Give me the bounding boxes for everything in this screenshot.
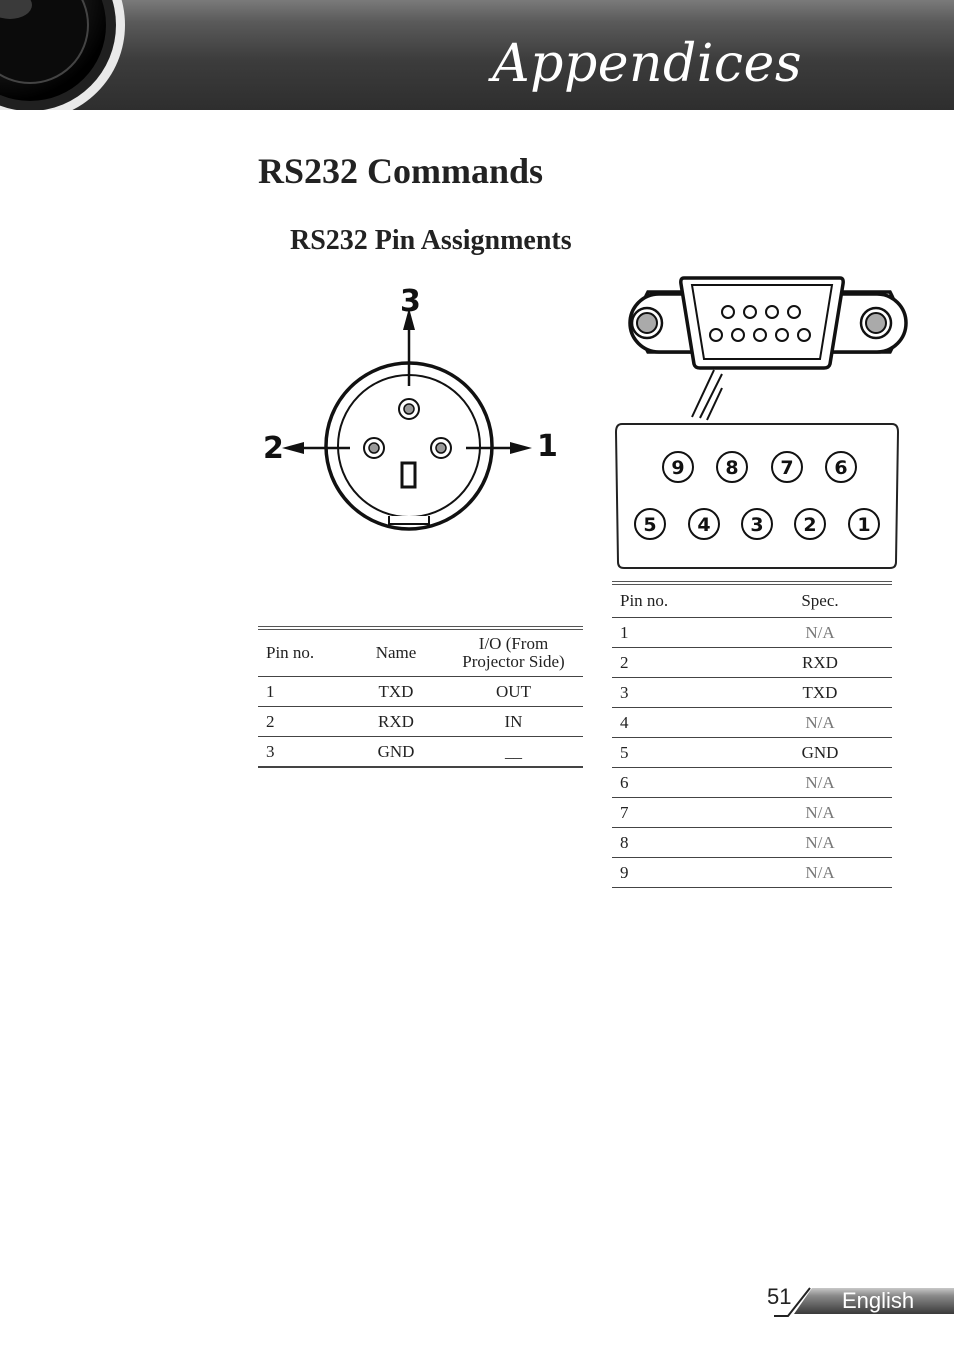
table-row (612, 648, 892, 678)
svg-text:6: 6 (834, 457, 848, 479)
language-label: English (842, 1288, 915, 1313)
projector-lens-graphic (0, 0, 130, 110)
cell-pin: 1 (612, 618, 748, 648)
dsub-pin-2 (795, 509, 825, 539)
header-spec: Spec. (748, 583, 892, 618)
din-pin-3 (399, 399, 419, 419)
cell-name: TXD (348, 677, 444, 707)
svg-text:5: 5 (643, 514, 657, 536)
cell-pin: 7 (612, 798, 748, 828)
cell-pin: 5 (612, 738, 748, 768)
cell-pin: 6 (612, 768, 748, 798)
cell-io: IN (444, 707, 583, 737)
dsub-connector-diagram (612, 272, 912, 572)
din-label-3: 3 (400, 284, 421, 319)
table-row (612, 798, 892, 828)
dsub-pin-1 (849, 509, 879, 539)
cell-spec: N/A (748, 828, 892, 858)
din-pin-2 (364, 438, 384, 458)
cell-spec: N/A (748, 708, 892, 738)
cell-name: RXD (348, 707, 444, 737)
cell-pin: 2 (258, 707, 348, 737)
dsub-pin-3 (742, 509, 772, 539)
din-key-slot (402, 463, 415, 487)
screw-left (632, 308, 662, 338)
cell-pin: 1 (258, 677, 348, 707)
svg-text:8: 8 (725, 457, 739, 479)
dsub-pin-5 (635, 509, 665, 539)
header-pin: Pin no. (612, 583, 748, 618)
table-row (258, 737, 583, 768)
cell-pin: 3 (258, 737, 348, 768)
cell-spec: GND (748, 738, 892, 768)
page-number: 51 (767, 1284, 792, 1309)
cell-spec: RXD (748, 648, 892, 678)
table-header-row (612, 583, 892, 618)
din-pin-1 (431, 438, 451, 458)
projector-pin-table (258, 626, 583, 768)
cell-pin: 9 (612, 858, 748, 888)
header-io: I/O (From Projector Side) (444, 628, 583, 677)
table-row (612, 678, 892, 708)
screw-right (861, 308, 891, 338)
cell-spec: N/A (748, 798, 892, 828)
table-row (258, 707, 583, 737)
cell-io: __ (444, 737, 583, 768)
cell-pin: 3 (612, 678, 748, 708)
svg-text:4: 4 (697, 514, 711, 536)
din-label-2: 2 (263, 431, 284, 466)
table-header-row (258, 628, 583, 677)
svg-text:9: 9 (671, 457, 685, 479)
cell-spec: N/A (748, 618, 892, 648)
svg-text:1: 1 (857, 514, 871, 536)
dsub-pin-9 (663, 452, 693, 482)
dsub-spec-table (612, 581, 892, 888)
cell-spec: TXD (748, 678, 892, 708)
dsub-pin-7 (772, 452, 802, 482)
svg-text:3: 3 (750, 514, 764, 536)
cell-spec: N/A (748, 858, 892, 888)
cell-io: OUT (444, 677, 583, 707)
table-row (612, 738, 892, 768)
header-name: Name (348, 628, 444, 677)
svg-text:7: 7 (780, 457, 794, 479)
dsub-pin-6 (826, 452, 856, 482)
table-row (612, 768, 892, 798)
header-banner (0, 0, 954, 110)
table-row (612, 858, 892, 888)
cell-pin: 4 (612, 708, 748, 738)
table-row (612, 618, 892, 648)
cell-pin: 2 (612, 648, 748, 678)
table-row (612, 708, 892, 738)
cell-pin: 8 (612, 828, 748, 858)
header-pin: Pin no. (258, 628, 348, 677)
dsub-pin-8 (717, 452, 747, 482)
cell-name: GND (348, 737, 444, 768)
dsub-pin-4 (689, 509, 719, 539)
svg-text:2: 2 (803, 514, 817, 536)
header-title: Appendices (492, 34, 802, 94)
cell-spec: N/A (748, 768, 892, 798)
din-connector-diagram (258, 280, 558, 540)
din-label-1: 1 (537, 429, 558, 464)
table-row (612, 828, 892, 858)
table-row (258, 677, 583, 707)
subsection-title: RS232 Pin Assignments (290, 225, 572, 256)
section-title: RS232 Commands (258, 151, 544, 191)
